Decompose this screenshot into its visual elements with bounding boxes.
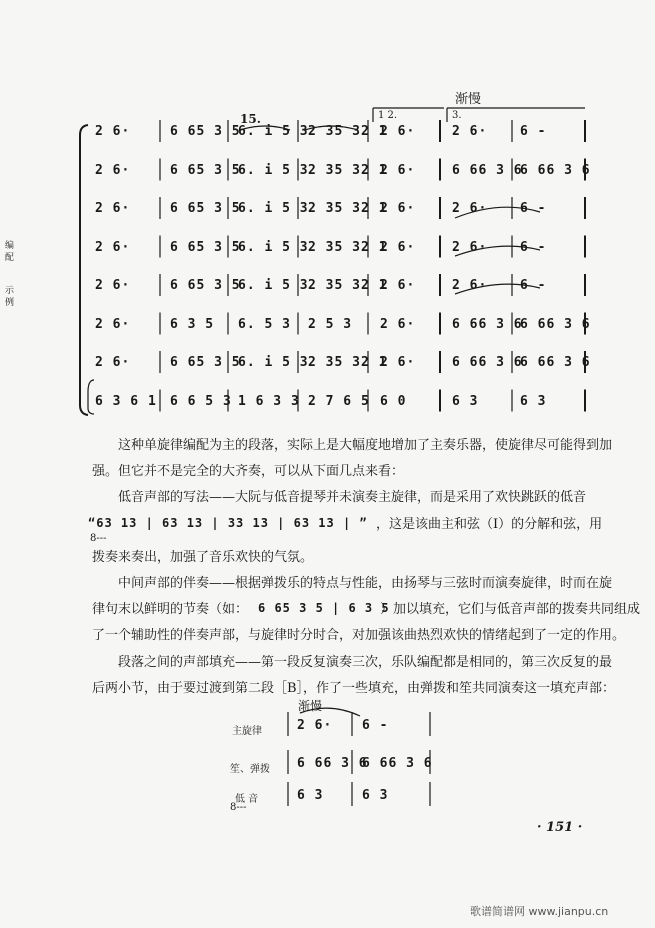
score-cell: 2 35 32 1: [308, 355, 388, 370]
score-cell: 2 35 32 1: [308, 278, 388, 293]
score-cell: 6. 5 3: [238, 316, 291, 332]
side-label: [2, 240, 15, 261]
score-cell: 2 6·: [380, 239, 416, 255]
example-label-sheng: 笙、弹拨: [230, 764, 270, 775]
volta-second-label: 3.: [452, 110, 462, 121]
inline-bass-clef: 8---: [90, 533, 107, 544]
score-cell: 6 66 3 6: [452, 316, 523, 332]
volta-first-label: 1 2.: [378, 110, 398, 121]
measure-number: 15.: [240, 112, 261, 126]
score-cell: 6 -: [520, 278, 547, 293]
score-cell: 2 35 32 1: [308, 162, 388, 178]
score-cell: 2 6·: [380, 124, 416, 139]
score-cell: 2 6·: [95, 355, 131, 370]
score-cell: 2 6·: [380, 278, 416, 293]
inline-bass-notation: “63 13 | 63 13 | 33 13 | 63 13 | ”: [88, 516, 368, 530]
paragraph: 这种单旋律编配为主的段落，实际上是大幅度地增加了主奏乐器，使旋律尽可能得到加: [118, 438, 613, 453]
example-cell: 6 -: [362, 718, 389, 733]
score-cell: 2 6·: [95, 124, 131, 139]
score-cell: 2 6·: [95, 239, 131, 255]
score-cell: 6 65 3 5: [170, 124, 241, 139]
score-cell: 6 3 6 1: [95, 393, 157, 409]
score-cell: 6 66 3 6: [520, 316, 591, 332]
paragraph: ）加以填充，它们与低音声部的拨奏共同组成: [380, 602, 641, 617]
side-label-char: 示: [3, 285, 13, 294]
score-cell: 6 65 3 5: [170, 278, 241, 293]
score-cell: 2 35 32 1: [308, 201, 388, 216]
paragraph: 中间声部的伴奏——根据弹拨乐的特点与性能，由扬琴与三弦时而演奏旋律，时而在旋: [118, 576, 613, 591]
score-cell: 1 6 3 3: [238, 393, 300, 409]
score-cell: 2 6·: [95, 201, 131, 216]
paragraph: 段落之间的声部填充——第一段反复演奏三次，乐队编配都是相同的，第三次反复的最: [118, 655, 613, 670]
score-cell: 2 35 32 1: [308, 239, 388, 255]
score-cell: 6 65 3 5: [170, 201, 241, 216]
score-cell: 6 65 3 5: [170, 239, 241, 255]
score-cell: 6. i 5 3: [238, 124, 309, 139]
example-cell: 6 66 3 6: [362, 756, 433, 771]
score-cell: 6 -: [520, 201, 547, 216]
score-cell: 6 3: [520, 393, 547, 409]
score-cell: 6. i 5 3: [238, 355, 309, 370]
score-cell: 6. i 5 3: [238, 162, 309, 178]
watermark: 歌谱简谱网 www.jianpu.cn: [470, 905, 609, 918]
score-cell: 2 35 32 1: [308, 124, 388, 139]
paragraph: 低音声部的写法——大阮与低音提琴并未演奏主旋律，而是采用了欢快跳跃的低音: [118, 490, 587, 505]
paragraph: 了一个辅助性的伴奏声部，与旋律时分时合，对加强该曲热烈欢快的情绪起到了一定的作用。: [92, 628, 626, 643]
example-tempo-mark: 渐慢: [298, 699, 323, 713]
score-cell: 6 3: [452, 393, 479, 409]
score-cell: 2 6·: [380, 355, 416, 370]
score-cell: 6 6 5 3: [170, 393, 232, 409]
paragraph: 拨奏来奏出，加强了音乐欢快的气氛。: [92, 550, 314, 565]
score-cell: 6. i 5 3: [238, 201, 309, 216]
score-cell: 6 66 3 6: [520, 162, 591, 178]
page-number: · 151 ·: [537, 820, 583, 835]
score-cell: 2 6·: [95, 278, 131, 293]
paragraph: ，这是该曲主和弦（Ⅰ）的分解和弦，用: [376, 517, 603, 532]
score-cell: 2 7 6 5: [308, 393, 370, 409]
score-cell: 2 6·: [95, 162, 131, 178]
score-cell: 2 6·: [380, 201, 416, 216]
score-cell: 6 65 3 5: [170, 162, 241, 178]
score-cell: 6 -: [520, 124, 547, 139]
example-label-bass-clef: 8---: [230, 802, 247, 813]
score-cell: 6 65 3 5: [170, 355, 241, 370]
score-cell: 6 0: [380, 393, 407, 409]
score-cell: 2 6·: [95, 316, 131, 332]
paragraph: 后两小节，由于要过渡到第二段［B］，作了一些填充，由弹拨和笙共同演奏这一填充声部：: [92, 681, 616, 696]
score-cell: 6 3 5: [170, 316, 215, 332]
side-label: [2, 285, 15, 306]
paragraph: 律句末以鲜明的节奏（如：: [92, 602, 249, 617]
score-cell: 2 6·: [380, 316, 416, 332]
example-label-bass: 低 音: [235, 794, 259, 805]
inline-rhythm-notation: 6 65 3 5 | 6 3 5: [258, 601, 390, 615]
score-cell: 2 6·: [452, 124, 488, 139]
example-cell: 6 3: [297, 788, 324, 803]
tempo-mark-top: 渐慢: [455, 92, 482, 107]
side-label-char: 配: [3, 251, 13, 261]
score-cell: 6. i 5 3: [238, 278, 309, 293]
example-label-melody: 主旋律: [232, 726, 262, 737]
score-cell: 2 6·: [452, 201, 488, 216]
score-cell: 2 6·: [452, 239, 488, 255]
side-label-char: 编: [3, 240, 13, 249]
score-cell: 6. i 5 3: [238, 239, 309, 255]
score-cell: 6 66 3 6: [452, 162, 523, 178]
score-cell: 6 66 3 6: [452, 355, 523, 370]
example-cell: 2 6·: [297, 718, 333, 733]
example-cell: 6 3: [362, 788, 389, 803]
score-cell: 6 -: [520, 239, 547, 255]
score-cell: 2 6·: [452, 278, 488, 293]
example-cell: 6 66 3 6: [297, 756, 368, 771]
score-cell: 2 6·: [380, 162, 416, 178]
score-cell: 6 66 3 6: [520, 355, 591, 370]
side-label-char: 例: [3, 296, 13, 306]
score-cell: 2 5 3: [308, 316, 353, 332]
paragraph: 强。但它并不是完全的大齐奏，可以从下面几点来看：: [92, 464, 405, 479]
